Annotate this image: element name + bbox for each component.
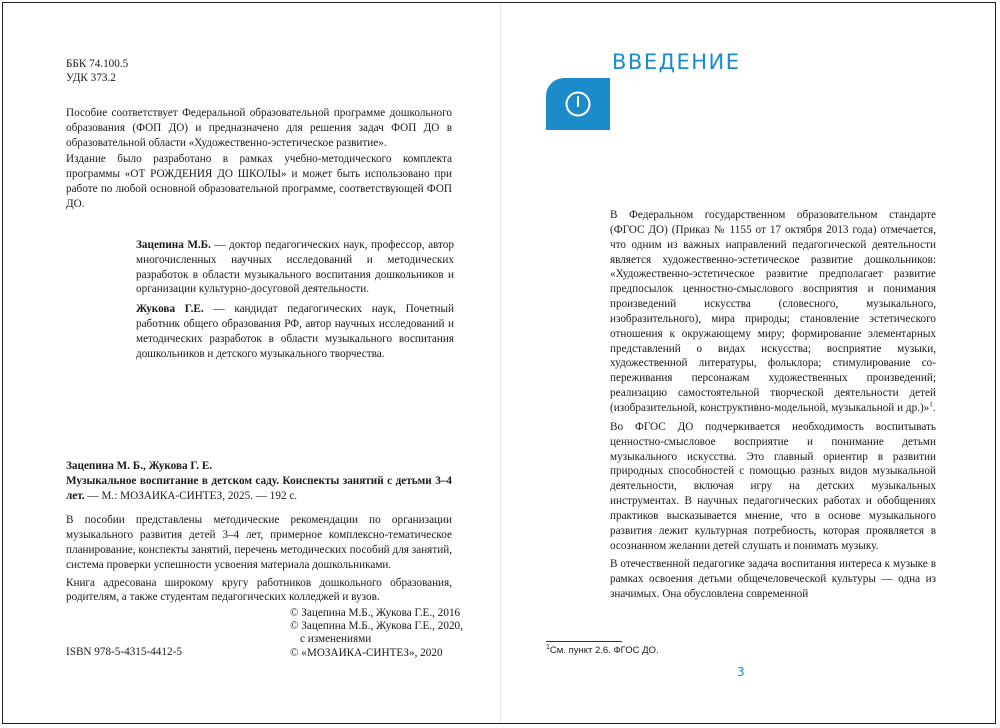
- chapter-badge: [546, 78, 610, 130]
- author-bio: — кандидат педагогических наук, Почетный работник общего образования РФ, автор научных исследований и методических разработок в области музыкального воспитания дошкольников и детского музыкального творчества.: [136, 303, 454, 360]
- power-icon: [564, 90, 592, 118]
- author-name: Жукова Г.Е.: [136, 303, 204, 316]
- copyright-line-continued: с изменениями: [300, 633, 372, 646]
- copyright-line: © Зацепина М.Б., Жукова Г.Е., 2016: [290, 607, 461, 619]
- footnote-reference[interactable]: 1: [929, 400, 933, 409]
- biblio-abstract-1: В пособии представлены методические рекомендации по организации музыкального развития детей 3–4 лет, примерное комплексно-тематическое планирование, конспекты занятий, перечень методических пособий для занятий, система проверки успешности усвоения материала дошкольниками.: [66, 514, 452, 571]
- udk-code: УДК 373.2: [66, 71, 116, 84]
- body-paragraph-3: В отечественной педагогике задача воспитания интереса к музыке в рамках освоения детьми общечеловеческой культуры — одна из значимых. Она обусловлена современной: [610, 558, 936, 601]
- classification-codes: [66, 58, 128, 85]
- bibliographic-record: [66, 459, 452, 605]
- intro-paragraph-2: Издание было разработано в рамках учебно-методического комплекта программы «ОТ РОЖДЕНИЯ ДО ШКОЛЫ» и может быть использовано при работе по любой основной образовательной программе, соответствующей ФОП ДО.: [66, 153, 452, 210]
- body-paragraph-2: Во ФГОС ДО подчеркивается необходимость воспитывать ценностно-смысловое восприятие и понимание детьми музыкального искусства. Это главный ориентир в развитии природных способностей с помощью разных видов музыкальной деятельности, включая игру на детских музыкальных инструментах. В научных педагогических работах и обобщениях практиков высказывается мнение, что в основе музыкального развития лежит культурная потребность, которая проявляется в осознанном желании детей слушать и понимать музыку.: [610, 420, 936, 552]
- copyright-block: [290, 607, 463, 660]
- footnote: [546, 645, 659, 656]
- bbk-code: ББК 74.100.5: [66, 58, 129, 70]
- footnote-divider: [546, 641, 622, 642]
- biblio-abstract-2: Книга адресована широкому кругу работников дошкольного образования, родителям, а также студентам педагогических колледжей и вузов.: [66, 576, 452, 604]
- spread-fold: [500, 3, 501, 723]
- copyright-line: © Зацепина М.Б., Жукова Г.Е., 2020,: [290, 620, 463, 633]
- intro-paragraph-1: Пособие соответствует Федеральной образовательной программе дошкольного образования (ФОП ДО) и предназначено для решения задач ФОП ДО в образовательной области «Художественно-эстетическое развитие».: [66, 107, 452, 149]
- copyright-line: © «МОЗАИКА-СИНТЕЗ», 2020: [290, 646, 443, 659]
- body-paragraph-1-text: В Федеральном государственном образовательном стандарте (ФГОС ДО) (Приказ № 1155 от 17 октября 2013 года) отмечается, что одним из важных направлений педагогической деятельности является художественно-эстетическое развитие дошкольников: «Художественно-эстетическое развитие предполагает развитие предпосылок ценностно-смыслового восприятия и понимания произведений искусства (словесного, музыкального, изобразительного), мира природы; становление эстетического отношения к окружающему миру; формирование элементарных представлений о видах искусства; восприятие музыки, художественной литературы, фольклора; стимулирование со-переживания персонажам художественных произведений; реализацию самостоятельной творческой деятельности детей (изобразительной, конструктивно-модельной, музыкальной и др.)»: [610, 209, 936, 414]
- biblio-authors: [66, 459, 452, 474]
- chapter-heading: ВВЕДЕНИЕ: [612, 50, 741, 74]
- biblio-title: Музыкальное воспитание в детском саду. Конспекты занятий с детьми 3–4 лет.: [66, 474, 452, 502]
- author-name: Зацепина М.Б.: [136, 239, 211, 251]
- author-entry: [136, 302, 454, 361]
- isbn: ISBN 978-5-4315-4412-5: [66, 646, 182, 658]
- introduction-body: [610, 208, 936, 602]
- biblio-imprint: — М.: МОЗАИКА-СИНТЕЗ, 2025. — 192 с.: [84, 489, 298, 502]
- authors-block: [136, 238, 454, 361]
- footnote-mark: 1: [546, 643, 550, 651]
- intro-notes: [66, 106, 452, 212]
- author-bio: — доктор педагогических наук, профессор, автор многочисленных научных исследований и методических разработок в области музыкального воспитания дошкольников и организации культурно-досуговой деятельности.: [136, 239, 454, 296]
- author-entry: [136, 238, 454, 297]
- biblio-authors-text: Зацепина М. Б., Жукова Г. Е.: [66, 460, 213, 472]
- body-paragraph-1: В Федеральном государственном образовательном стандарте (ФГОС ДО) (Приказ № 1155 от 17 октября 2013 года) отмечается, что одним из важных направлений педагогической деятельности является художественно-эстетическое развитие дошкольников: «Художественно-эстетическое развитие предполагает развитие предпосылок ценностно-смыслового восприятия и понимания произведений искусства (словесного, музыкального, изобразительного), мира природы; становление эстетического отношения к окружающему миру; формирование элементарных представлений о видах искусства; восприятие музыки, художественной литературы, фольклора; стимулирование со-переживания персонажам художественных произведений; реализацию самостоятельной творческой деятельности детей (изобразительной, конструктивно-модельной, музыкальной и др.)»$^1$.: [610, 209, 936, 414]
- page-number: 3: [737, 665, 745, 679]
- biblio-title-line: [66, 474, 452, 504]
- footnote-text: См. пункт 2.6. ФГОС ДО.: [549, 645, 659, 656]
